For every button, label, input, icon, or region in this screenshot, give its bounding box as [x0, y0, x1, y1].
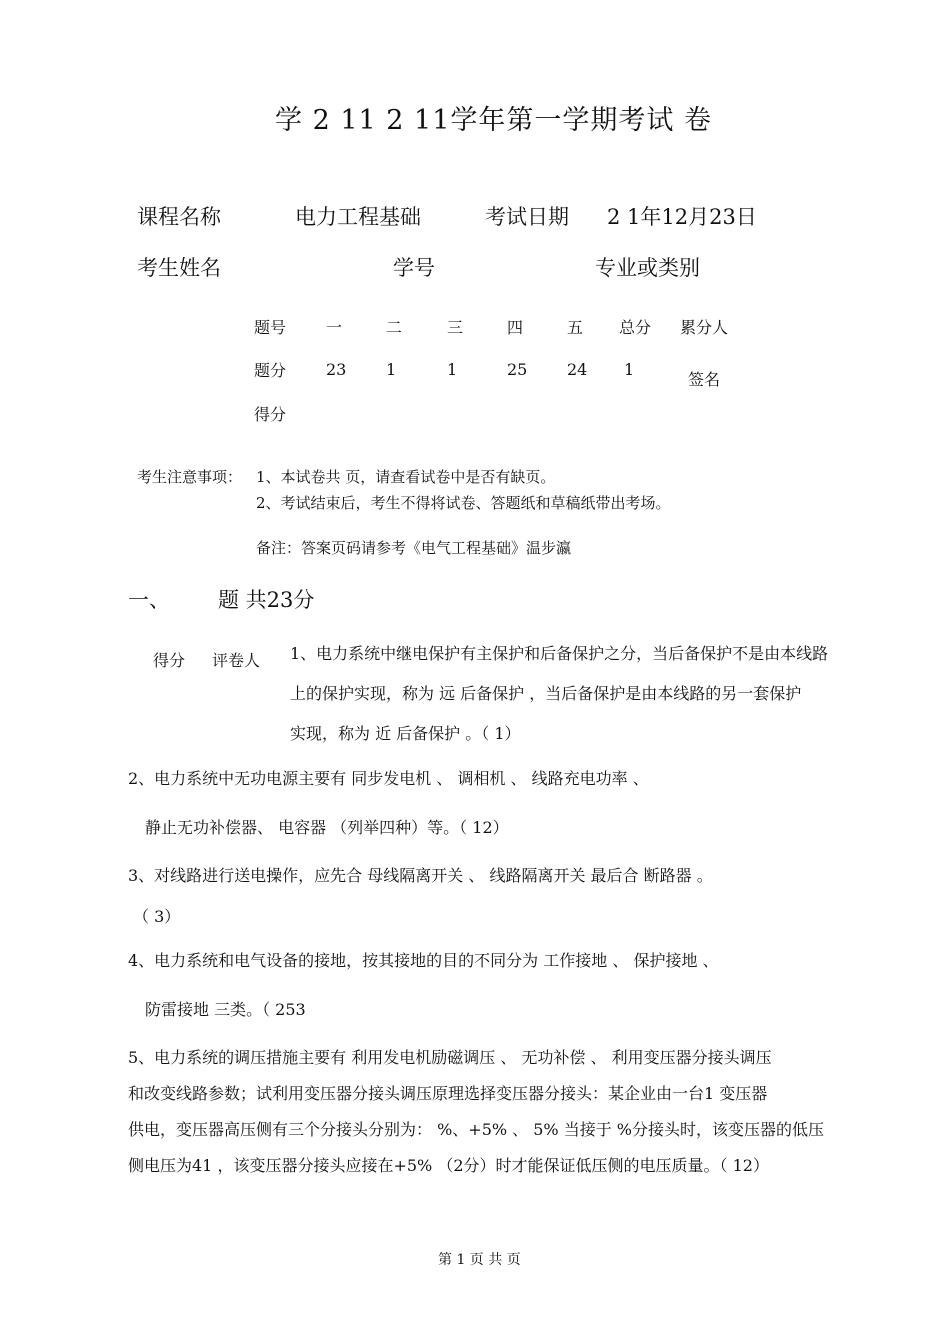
question-3-line-1: 3、对线路进行送电操作，应先合 母线隔离开关 、 线路隔离开关 最后合 断路器 。 — [128, 866, 713, 885]
grader-score-label: 得分 — [153, 651, 186, 670]
table-header-cell: 五 — [567, 318, 584, 337]
course-label: 课程名称 — [137, 205, 221, 229]
question-1-line-3: 实现，称为 近 后备保护 。（ 1） — [290, 724, 521, 743]
question-4-line-1: 4、电力系统和电气设备的接地，按其接地的目的不同分为 工作接地 、 保护接地 、 — [128, 951, 719, 970]
major-label: 专业或类别 — [595, 256, 700, 280]
question-2-line-2: 静止无功补偿器、 电容器 （列举四种）等。（ 12） — [145, 818, 509, 837]
question-5-line-4: 侧电压为41 ，该变压器分接头应接在+5% （2分）时才能保证低压侧的电压质量。（ 12） — [128, 1156, 769, 1175]
table-header-cell: 题号 — [254, 318, 287, 337]
score-row-label: 得分 — [254, 405, 287, 424]
table-header-cell: 四 — [507, 318, 524, 337]
points-cell: 25 — [507, 360, 528, 379]
question-2-line-1: 2、电力系统中无功电源主要有 同步发电机 、 调相机 、 线路充电功率 、 — [128, 769, 649, 788]
sign-label: 签名 — [688, 370, 721, 389]
question-1-line-1: 1、电力系统中继电保护有主保护和后备保护之分，当后备保护不是由本线路 — [290, 644, 829, 663]
page-footer: 第 1 页 共 页 — [438, 1252, 521, 1268]
points-cell: 24 — [567, 360, 588, 379]
question-3-line-2: （ 3） — [133, 907, 181, 926]
exam-title: 学 2 11 2 11学年第一学期考试 卷 — [275, 105, 712, 136]
points-cell: 1 — [386, 360, 397, 379]
exam-date-label: 考试日期 — [485, 205, 569, 229]
question-5-line-2: 和改变线路参数；试利用变压器分接头调压原理选择变压器分接头：某企业由一台1 变压器 — [128, 1084, 768, 1103]
course-value: 电力工程基础 — [295, 205, 421, 229]
section-title: 题 共23分 — [218, 588, 315, 612]
notes-line-2: 2、考试结束后，考生不得将试卷、答题纸和草稿纸带出考场。 — [256, 494, 671, 512]
table-header-cell: 一 — [326, 318, 343, 337]
table-header-cell: 累分人 — [680, 318, 729, 337]
notes-label: 考生注意事项： — [137, 468, 243, 486]
student-id-label: 学号 — [393, 256, 435, 280]
question-5-line-3: 供电，变压器高压侧有三个分接头分别为： %、+5% 、 5% 当接于 %分接头时，该变压器的低压 — [128, 1120, 825, 1139]
question-4-line-2: 防雷接地 三类。（ 253 — [145, 1000, 306, 1019]
notes-remark: 备注：答案页码请参考《电气工程基础》温步瀛 — [256, 539, 572, 557]
student-name-label: 考生姓名 — [137, 256, 221, 280]
points-row-label: 题分 — [254, 361, 287, 380]
grader-person-label: 评卷人 — [212, 651, 261, 670]
notes-line-1: 1、本试卷共 页，请查看试卷中是否有缺页。 — [256, 468, 556, 486]
exam-date-value: 2 1年12月23日 — [607, 205, 757, 229]
table-header-cell: 二 — [386, 318, 403, 337]
table-header-cell: 三 — [447, 318, 464, 337]
section-number: 一、 — [128, 588, 170, 612]
points-cell: 1 — [624, 360, 635, 379]
question-5-line-1: 5、电力系统的调压措施主要有 利用发电机励磁调压 、 无功补偿 、 利用变压器分接头调压 — [128, 1048, 772, 1067]
table-header-cell: 总分 — [619, 318, 652, 337]
points-cell: 1 — [447, 360, 458, 379]
question-1-line-2: 上的保护实现，称为 远 后备保护 ，当后备保护是由本线路的另一套保护 — [290, 684, 802, 703]
points-cell: 23 — [326, 360, 347, 379]
